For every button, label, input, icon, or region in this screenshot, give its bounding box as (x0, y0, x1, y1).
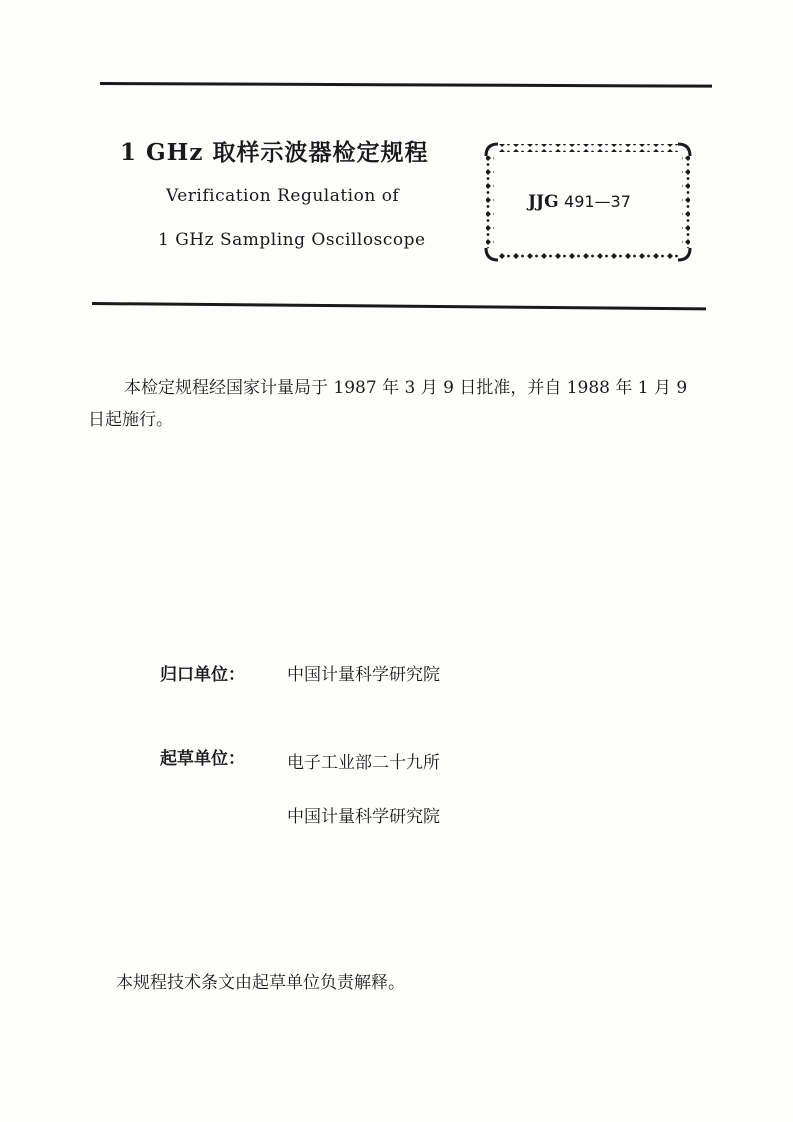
code-prefix: JJG (528, 192, 559, 212)
regulation-code (528, 192, 631, 212)
bottom-rule (92, 302, 706, 310)
drafting-unit-value-1: 电子工业部二十九所 (287, 753, 440, 773)
interpretation-note: 本规程技术条文由起草单位负责解释。 (116, 973, 405, 993)
regulation-code-box (484, 140, 692, 262)
responsible-unit-value: 中国计量科学研究院 (287, 665, 440, 685)
approval-statement: 本检定规程经国家计量局于 1987 年 3 月 9 日批准，并自 1988 年 1 月 9 日起施行。 (88, 378, 688, 430)
title-english-line2: 1 GHz Sampling Oscilloscope (158, 230, 426, 250)
code-number: 491—37 (564, 192, 631, 211)
title-chinese: 1 GHz 取样示波器检定规程 (120, 139, 429, 166)
drafting-unit-label: 起草单位： (160, 749, 245, 769)
top-rule (100, 82, 712, 88)
title-english-line1: Verification Regulation of (166, 186, 400, 206)
drafting-unit-value-2: 中国计量科学研究院 (287, 807, 440, 827)
responsible-unit-label: 归口单位： (160, 665, 245, 685)
